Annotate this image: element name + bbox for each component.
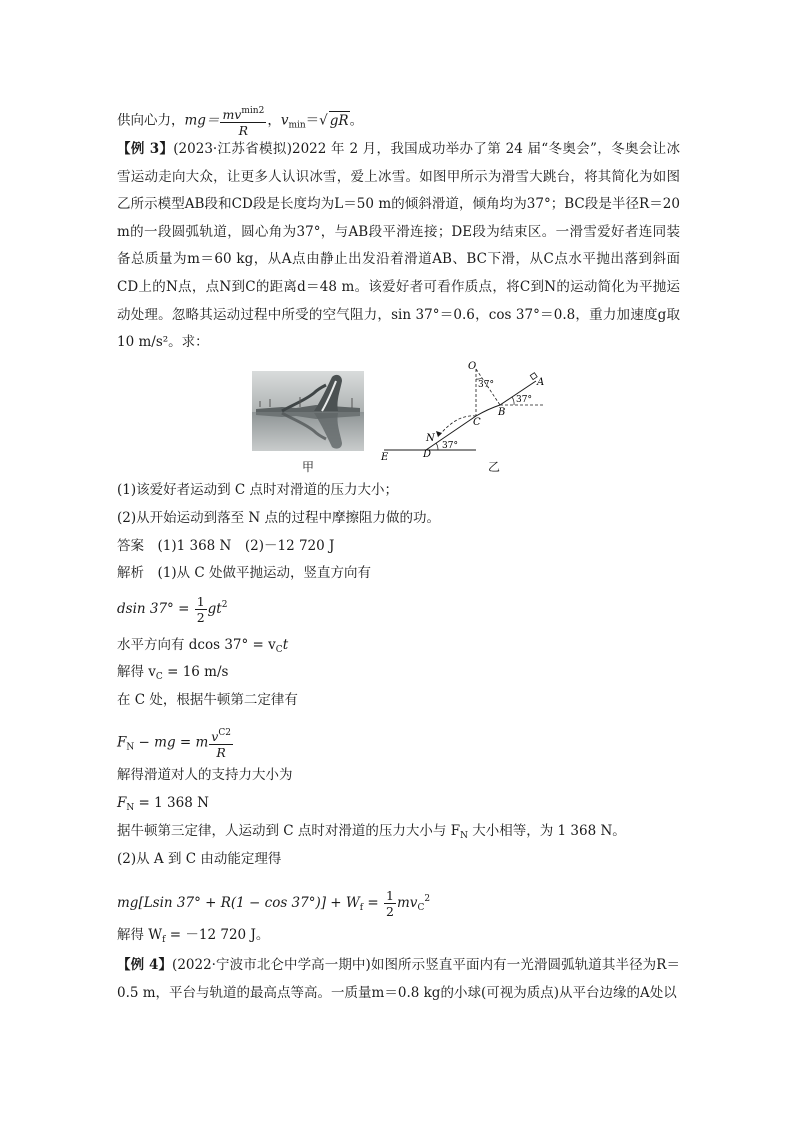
eq1-lhs: dsin 37° = bbox=[117, 601, 194, 617]
ski-jump-photo bbox=[252, 371, 364, 451]
example-3-text: (2023·江苏省模拟)2022 年 2 月，我国成功举办了第 24 届“冬奥会”，冬奥会让冰雪运动走向大众，让更多人认识冰雪，爱上冰雪。如图甲所示为滑雪大跳台，将其简化为如图乙所示模型AB段和CD段是长度均为L＝50 m的倾斜滑道，倾角均为37°；BC段是半径R＝20 m的一段圆弧轨道，圆心角为37°，与AB段平滑连接；DE段为结束区。一滑雪爱好者连同装备总质量为m＝60 kg，从A点由静止出发沿着滑道AB、BC下滑，从C点水平抛出落到斜面CD上的N点，点N到C的距离d＝48 m。该爱好者可看作质点，将C到N的运动简化为平抛运动处理。忽略其运动过程中所受的空气阻力，sin 37°＝0.6，cos 37°＝0.8，重力加速度g取10 m/s²。求： bbox=[117, 141, 680, 351]
wf-post: = －12 720 J。 bbox=[165, 927, 270, 943]
frac-num: mv bbox=[222, 107, 242, 122]
ski-jump-photo-graphic bbox=[252, 371, 364, 451]
trajectory bbox=[438, 416, 476, 437]
ke-eq: = bbox=[363, 895, 384, 911]
label-c: C bbox=[473, 417, 481, 428]
angle-n-arc bbox=[436, 443, 438, 450]
angle-o-arc bbox=[476, 378, 482, 379]
fn-sub: N bbox=[126, 742, 135, 753]
ke-sub: f bbox=[359, 903, 364, 913]
vc-post: = 16 m/s bbox=[162, 664, 229, 680]
ke-den: 2 bbox=[386, 904, 394, 919]
eq1-rhs: gt bbox=[207, 601, 222, 617]
fn-num-sup: C2 bbox=[218, 728, 231, 738]
horiz-end: t bbox=[282, 637, 289, 653]
vmin-sub: min bbox=[288, 120, 306, 131]
end-mark: 。 bbox=[349, 112, 364, 129]
sep: ， bbox=[267, 112, 281, 129]
question-1: (1)该爱好者运动到 C 点时对滑道的压力大小； bbox=[117, 482, 399, 498]
example-4-paragraph bbox=[117, 952, 680, 1007]
solution-intro: 解析 (1)从 C 处做平抛运动，竖直方向有 bbox=[117, 565, 372, 581]
fn-val-sub: N bbox=[126, 803, 135, 813]
trajectory-arrow bbox=[436, 431, 442, 437]
ski-jump-model-diagram bbox=[376, 357, 576, 463]
frac-num-sup: min2 bbox=[241, 106, 265, 116]
equation-normal-force bbox=[117, 726, 234, 760]
newton3-sub: N bbox=[460, 831, 468, 841]
ke-lhs: mg[Lsin 37° + R(1 − cos 37°)] + W bbox=[117, 895, 360, 911]
figure-yi-label: 乙 bbox=[488, 460, 501, 474]
ke-num: 1 bbox=[386, 888, 394, 903]
fn-f: F bbox=[117, 734, 127, 751]
vmin-symbol: v bbox=[280, 112, 289, 129]
newton-third-law bbox=[117, 822, 626, 845]
label-angle-b: 37° bbox=[516, 395, 532, 405]
example-4-tag: 【例 4】 bbox=[117, 957, 173, 973]
wf-pre: 解得 W bbox=[117, 927, 163, 943]
newton3-b: 大小相等，为 1 368 N。 bbox=[467, 823, 626, 839]
equation-horizontal bbox=[117, 636, 288, 659]
question-2: (2)从开始运动到落至 N 点的过程中摩擦阻力做的功。 bbox=[117, 510, 441, 526]
label-n: N bbox=[426, 433, 435, 444]
support-force-text: 解得滑道对人的支持力大小为 bbox=[117, 767, 293, 783]
vc-result bbox=[117, 663, 228, 686]
fn-mid: − mg = m bbox=[134, 734, 209, 751]
equation-vertical bbox=[117, 594, 227, 625]
label-o: O bbox=[468, 361, 477, 372]
wf-sub: f bbox=[162, 935, 166, 945]
figure-jia-label: 甲 bbox=[302, 460, 315, 474]
label-d: D bbox=[423, 449, 432, 460]
intro-text: 供向心力， bbox=[117, 112, 185, 129]
horiz-text: 水平方向有 dcos 37° = v bbox=[117, 637, 276, 653]
top-formula-line: 供向心力，mg＝ $\frac{mv^{min2}}{R}$ ，$v_{min}=√$ gR。 bbox=[117, 106, 364, 138]
work-friction-result bbox=[117, 926, 269, 949]
ke-fraction bbox=[384, 888, 396, 919]
fn-value bbox=[117, 794, 209, 817]
eq1-den: 2 bbox=[196, 610, 205, 625]
example-3-tag: 【例 3】 bbox=[117, 141, 174, 157]
eq-lhs: mg＝ bbox=[184, 112, 220, 129]
newton-second-law: 在 C 处，根据牛顿第二定律有 bbox=[117, 692, 298, 708]
sqrt-content: gR bbox=[329, 112, 349, 129]
angle-b-arc bbox=[512, 397, 514, 405]
fn-num: v bbox=[211, 729, 219, 744]
fn-fraction bbox=[209, 726, 233, 760]
vmin-eq: ＝ bbox=[305, 112, 320, 129]
label-angle-o: 37° bbox=[478, 380, 494, 390]
sqrt-gR bbox=[329, 111, 350, 130]
example-3-paragraph bbox=[117, 136, 680, 357]
frac-den: R bbox=[238, 123, 249, 138]
fn-val-f: F bbox=[117, 795, 127, 811]
eq1-num: 1 bbox=[196, 594, 205, 609]
centripetal-fraction bbox=[220, 104, 266, 138]
ke-rhs: mv bbox=[397, 895, 418, 911]
label-a: A bbox=[537, 377, 545, 388]
answer-line: 答案 (1)1 368 N (2)－12 720 J bbox=[117, 538, 335, 554]
fn-den: R bbox=[216, 745, 226, 760]
ke-rhs-sup: 2 bbox=[424, 894, 431, 904]
bc-arc bbox=[476, 405, 500, 416]
eq1-fraction bbox=[195, 594, 207, 625]
label-e: E bbox=[381, 452, 389, 463]
vc-sub: C bbox=[155, 672, 163, 682]
label-angle-n: 37° bbox=[442, 441, 458, 451]
eq1-rhs-sup: 2 bbox=[221, 600, 228, 610]
ke-rhs-sub: C bbox=[417, 903, 425, 913]
part-2-intro: (2)从 A 到 C 由动能定理得 bbox=[117, 851, 282, 867]
vc-pre: 解得 v bbox=[117, 664, 156, 680]
newton3-a: 据牛顿第三定律，人运动到 C 点时对滑道的压力大小与 F bbox=[117, 823, 461, 839]
label-b: B bbox=[498, 407, 506, 418]
fn-val: = 1 368 N bbox=[134, 795, 209, 811]
horiz-sub: C bbox=[275, 645, 283, 655]
example-4-text: (2022·宁波市北仑中学高一期中)如图所示竖直平面内有一光滑圆弧轨道其半径为R＝0.5 m，平台与轨道的最高点等高。一质量m＝0.8 kg的小球(可视为质点)从平台边缘的A处以 bbox=[117, 957, 680, 1001]
equation-kinetic-energy bbox=[117, 888, 430, 919]
